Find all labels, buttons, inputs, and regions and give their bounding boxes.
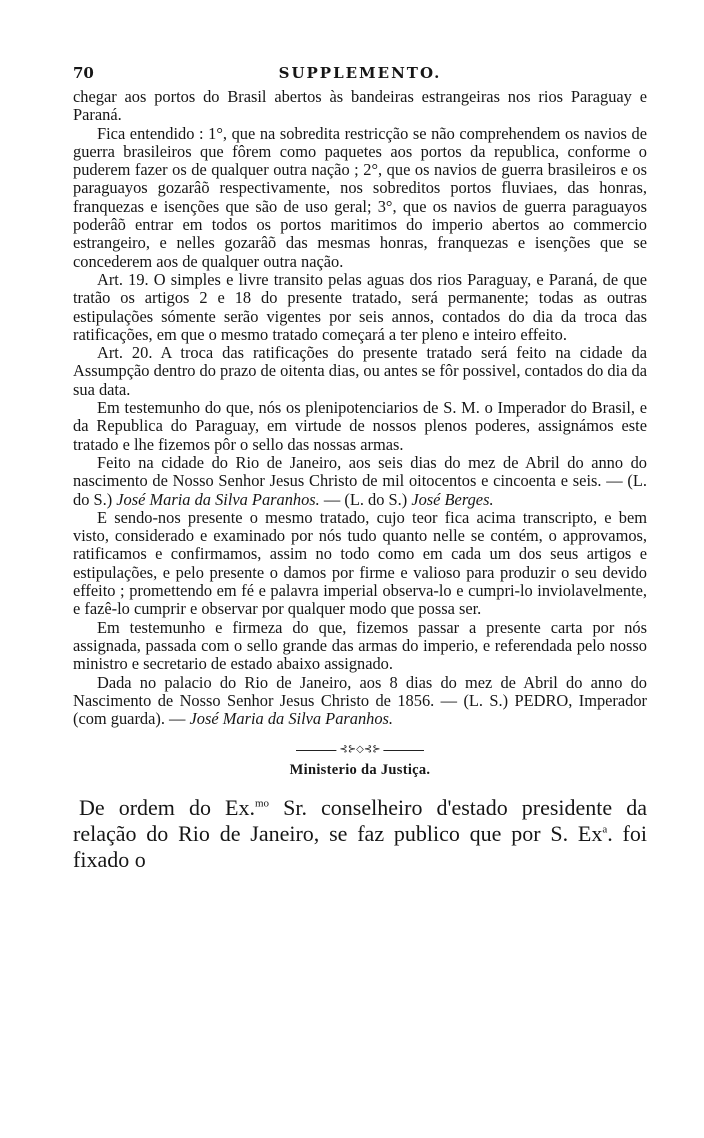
notice-sup-1: mo <box>255 798 270 811</box>
paragraph-art-19: Art. 19. O simples e livre transito pelas aguas dos rios Paraguay, e Paraná, de que tratão os artigos 2 e 18 do presente tratado, será permanente; todas as outras estipulações sómente serão vigentes por seis annos, contados do dia da troca das ratificações, em que o mesmo tratado começará a ter pleno e inteiro effeito. <box>73 269 647 344</box>
treaty-text <box>73 88 647 728</box>
signature-paranhos-final: José Maria da Silva Paranhos. <box>189 709 394 729</box>
ministry-notice <box>73 795 647 873</box>
running-title: SUPPLEMENTO. <box>278 64 442 82</box>
divider-ornament: ⊰⊱◇⊰⊱ <box>336 744 383 756</box>
paragraph-dada <box>73 674 647 729</box>
paragraph-testimony: Em testemunho e firmeza do que, fizemos passar a presente carta por nós assignada, passada com o sello grande das armas do imperio, e referendada pelo nosso ministro e secretario de estado abaixo assignado. <box>73 617 647 674</box>
notice-sup-2: a <box>602 824 608 837</box>
running-header <box>73 58 647 88</box>
seal-mark: — (L. do S.) <box>323 489 408 509</box>
notice-text-1: De ordem do Ex. <box>79 795 255 821</box>
section-divider <box>296 746 424 756</box>
notice-text-3: . foi fixado o <box>73 821 647 873</box>
paragraph-ratification: E sendo-nos presente o mesmo tratado, cujo teor fica acima transcripto, e bem visto, considerado e examinado por nós tudo quanto nelle se contém, o approvamos, ratificamos e confirmamos, assim no todo como em cada um dos seus artigos e estipulações, e pelo presente o damos por firme e valioso para produzir o seu devido effeito ; promettendo em fé e palavra imperial observa-lo e cumpri-lo inviolavelmente, e fazê-lo cumprir e observar por qualquer modo que possa ser. <box>73 507 647 619</box>
dada-text: Dada no palacio do Rio de Janeiro, aos 8 dias do mez de Abril do anno do Nascimento de Nosso Senhor Jesus Christo de 1856. — (L. S.) PEDRO, Imperador (com guarda). — <box>73 672 647 729</box>
paragraph: Fica entendido : 1°, que na sobredita restricção se não comprehendem os navios de guerra brasileiros que fôrem como paquetes aos portos da republica, conforme o puderem fazer os de qualquer outra nação ; 2°, que os navios de guerra brasileiros e os paraguayos gozarâõ respectivamente, nos sobreditos portos fluviaes, das honras, franquezas e isenções que são de uso geral; 3°, que os navios de guerra paraguayos poderâõ entrar em todos os portos maritimos do imperio abertos ao commercio estrangeiro, e nelles gozarâõ das mesmas honras, franquezas e isenções que se concederem aos de qualquer outra nação. <box>73 123 647 271</box>
paragraph: chegar aos portos do Brasil abertos às bandeiras estrangeiras nos rios Paraguay e Paraná. <box>73 87 647 125</box>
paragraph: Em testemunho do que, nós os plenipotenciarios de S. M. o Imperador do Brasil, e da Republica do Paraguay, em virtude de nossos plenos poderes, assignámos este tratado e lhe fizemos pôr o sello das nossas armas. <box>73 398 647 454</box>
signature-berges: José Berges. <box>411 489 494 509</box>
notice-paragraph <box>73 795 647 873</box>
section-title: Ministerio da Justiça. <box>289 762 431 779</box>
notice-text-2: Sr. conselheiro d'estado presidente da relação do Rio de Janeiro, se faz publico que por S. Ex <box>73 795 647 847</box>
page-number: 70 <box>73 64 94 82</box>
signature-paranhos: José Maria da Silva Paranhos. <box>116 489 320 509</box>
paragraph-feito <box>73 454 647 509</box>
paragraph-art-20: Art. 20. A troca das ratificações do presente tratado será feito na cidade da Assumpção dentro do prazo de oitenta dias, ou antes se fôr possivel, contados do dia da sua data. <box>73 343 647 399</box>
feito-text: Feito na cidade do Rio de Janeiro, aos seis dias do mez de Abril do anno do nascimento de Nosso Senhor Jesus Christo de mil oitocentos e cincoenta e seis. — (L. do S.) <box>73 452 647 509</box>
